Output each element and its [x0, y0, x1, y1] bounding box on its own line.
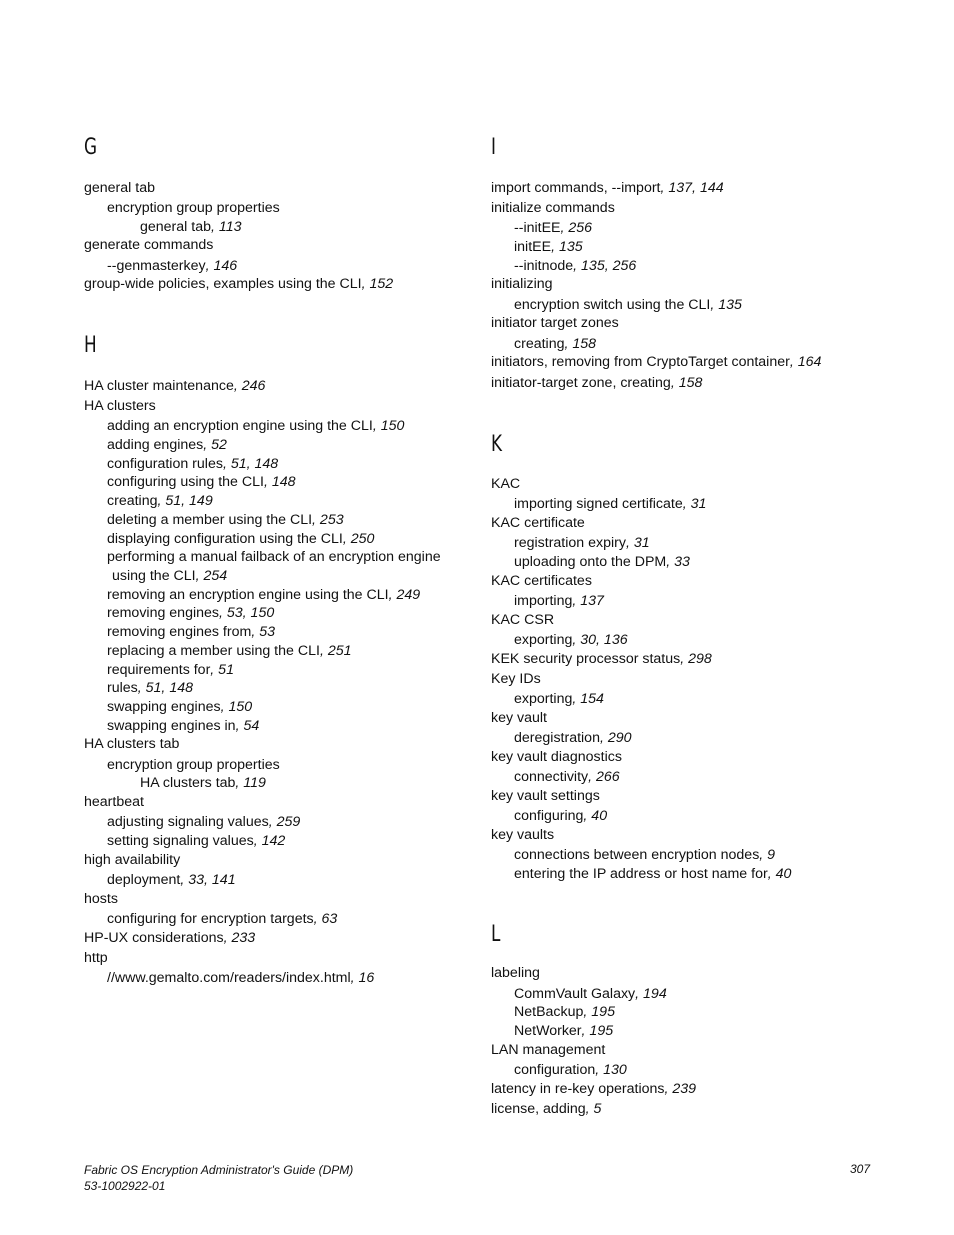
index-entry: license, adding, 5	[491, 1101, 602, 1117]
index-subentry: entering the IP address or host name for, 40	[514, 866, 792, 882]
index-entry: labeling	[491, 965, 540, 981]
index-subentry: deleting a member using the CLI, 253	[107, 512, 344, 528]
index-subentry: initEE, 135	[514, 239, 583, 255]
index-entry: KAC CSR	[491, 612, 555, 628]
index-subentry: removing engines from, 53	[107, 624, 275, 640]
index-subentry: creating, 51, 149	[107, 493, 213, 509]
index-subentry: adding engines, 52	[107, 437, 227, 453]
index-entry: HP-UX considerations, 233	[84, 930, 256, 946]
index-entry: key vaults	[491, 827, 555, 843]
index-entry: key vault	[491, 710, 547, 726]
index-subentry: removing engines, 53, 150	[107, 605, 275, 621]
index-subentry: deployment, 33, 141	[107, 872, 236, 888]
index-subentry: encryption switch using the CLI, 135	[514, 297, 742, 313]
index-entry: initiators, removing from CryptoTarget container, 164	[491, 354, 822, 370]
index-subentry: --initEE, 256	[514, 220, 593, 236]
index-subentry: configuration, 130	[514, 1062, 627, 1078]
index-subsubentry: general tab, 113	[140, 219, 242, 235]
index-entry: initiator target zones	[491, 315, 619, 331]
index-entry: LAN management	[491, 1042, 606, 1058]
index-entry: HA cluster maintenance, 246	[84, 378, 266, 394]
index-entry: initiator-target zone, creating, 158	[491, 375, 703, 391]
index-subentry: swapping engines in, 54	[107, 718, 260, 734]
index-subentry: connectivity, 266	[514, 769, 620, 785]
index-subentry: creating, 158	[514, 336, 597, 352]
index-subentry: registration expiry, 31	[514, 535, 650, 551]
index-entry: KAC certificates	[491, 573, 592, 589]
index-entry: initialize commands	[491, 200, 615, 216]
index-subentry: adjusting signaling values, 259	[107, 814, 301, 830]
footer-doc-info	[84, 1162, 353, 1194]
index-subentry: requirements for, 51	[107, 662, 234, 678]
page-number: 307	[849, 1162, 870, 1176]
index-subentry: CommVault Galaxy, 194	[514, 986, 667, 1002]
footer-doc-number: 53-1002922-01	[84, 1179, 166, 1193]
index-entry: import commands, --import, 137, 144	[491, 180, 724, 196]
section-letter-k: K	[491, 432, 503, 457]
index-subentry: setting signaling values, 142	[107, 833, 286, 849]
index-subentry: configuring for encryption targets, 63	[107, 911, 338, 927]
index-subentry: adding an encryption engine using the CLI, 150	[107, 418, 405, 434]
index-subentry: --initnode, 135, 256	[514, 258, 637, 274]
index-entry: heartbeat	[84, 794, 144, 810]
index-subentry: swapping engines, 150	[107, 699, 253, 715]
section-letter-l: L	[491, 922, 501, 947]
index-subentry: configuration rules, 51, 148	[107, 456, 279, 472]
index-subentry: exporting, 30, 136	[514, 632, 628, 648]
index-subentry-continuation: using the CLI, 254	[112, 568, 228, 584]
index-entry: KAC certificate	[491, 515, 585, 531]
index-subentry: deregistration, 290	[514, 730, 632, 746]
index-subentry: importing, 137	[514, 593, 604, 609]
index-entry: hosts	[84, 891, 118, 907]
index-subentry: importing signed certificate, 31	[514, 496, 707, 512]
index-subentry: configuring using the CLI, 148	[107, 474, 296, 490]
index-entry: key vault settings	[491, 788, 600, 804]
index-entry: latency in re-key operations, 239	[491, 1081, 697, 1097]
index-entry: high availability	[84, 852, 181, 868]
index-entry: HA clusters	[84, 398, 156, 414]
index-subentry: performing a manual failback of an encryption engine	[107, 549, 441, 565]
index-subentry: configuring, 40	[514, 808, 608, 824]
index-subentry: --genmasterkey, 146	[107, 258, 238, 274]
index-entry: group-wide policies, examples using the CLI, 152	[84, 276, 394, 292]
index-subentry: removing an encryption engine using the CLI, 249	[107, 587, 421, 603]
index-subentry: NetBackup, 195	[514, 1004, 615, 1020]
section-letter-h: H	[84, 333, 97, 358]
index-subentry: encryption group properties	[107, 200, 280, 216]
section-letter-g: G	[84, 135, 98, 160]
index-entry: generate commands	[84, 237, 214, 253]
index-entry: general tab	[84, 180, 155, 196]
index-subentry: //www.gemalto.com/readers/index.html, 16	[107, 970, 375, 986]
index-entry: http	[84, 950, 108, 966]
index-entry: KAC	[491, 476, 521, 492]
index-subentry: exporting, 154	[514, 691, 604, 707]
section-letter-i: I	[491, 135, 496, 160]
index-subentry: connections between encryption nodes, 9	[514, 847, 776, 863]
index-entry: HA clusters tab	[84, 736, 180, 752]
index-subentry: uploading onto the DPM, 33	[514, 554, 690, 570]
index-subentry: replacing a member using the CLI, 251	[107, 643, 352, 659]
index-entry: Key IDs	[491, 671, 541, 687]
index-entry: initializing	[491, 276, 553, 292]
index-entry: KEK security processor status, 298	[491, 651, 712, 667]
index-subentry: encryption group properties	[107, 757, 280, 773]
index-subsubentry: HA clusters tab, 119	[140, 775, 266, 791]
footer-title: Fabric OS Encryption Administrator's Guide (DPM)	[84, 1163, 354, 1177]
index-subentry: displaying configuration using the CLI, 250	[107, 531, 375, 547]
index-subentry: rules, 51, 148	[107, 680, 193, 696]
index-entry: key vault diagnostics	[491, 749, 622, 765]
index-subentry: NetWorker, 195	[514, 1023, 614, 1039]
